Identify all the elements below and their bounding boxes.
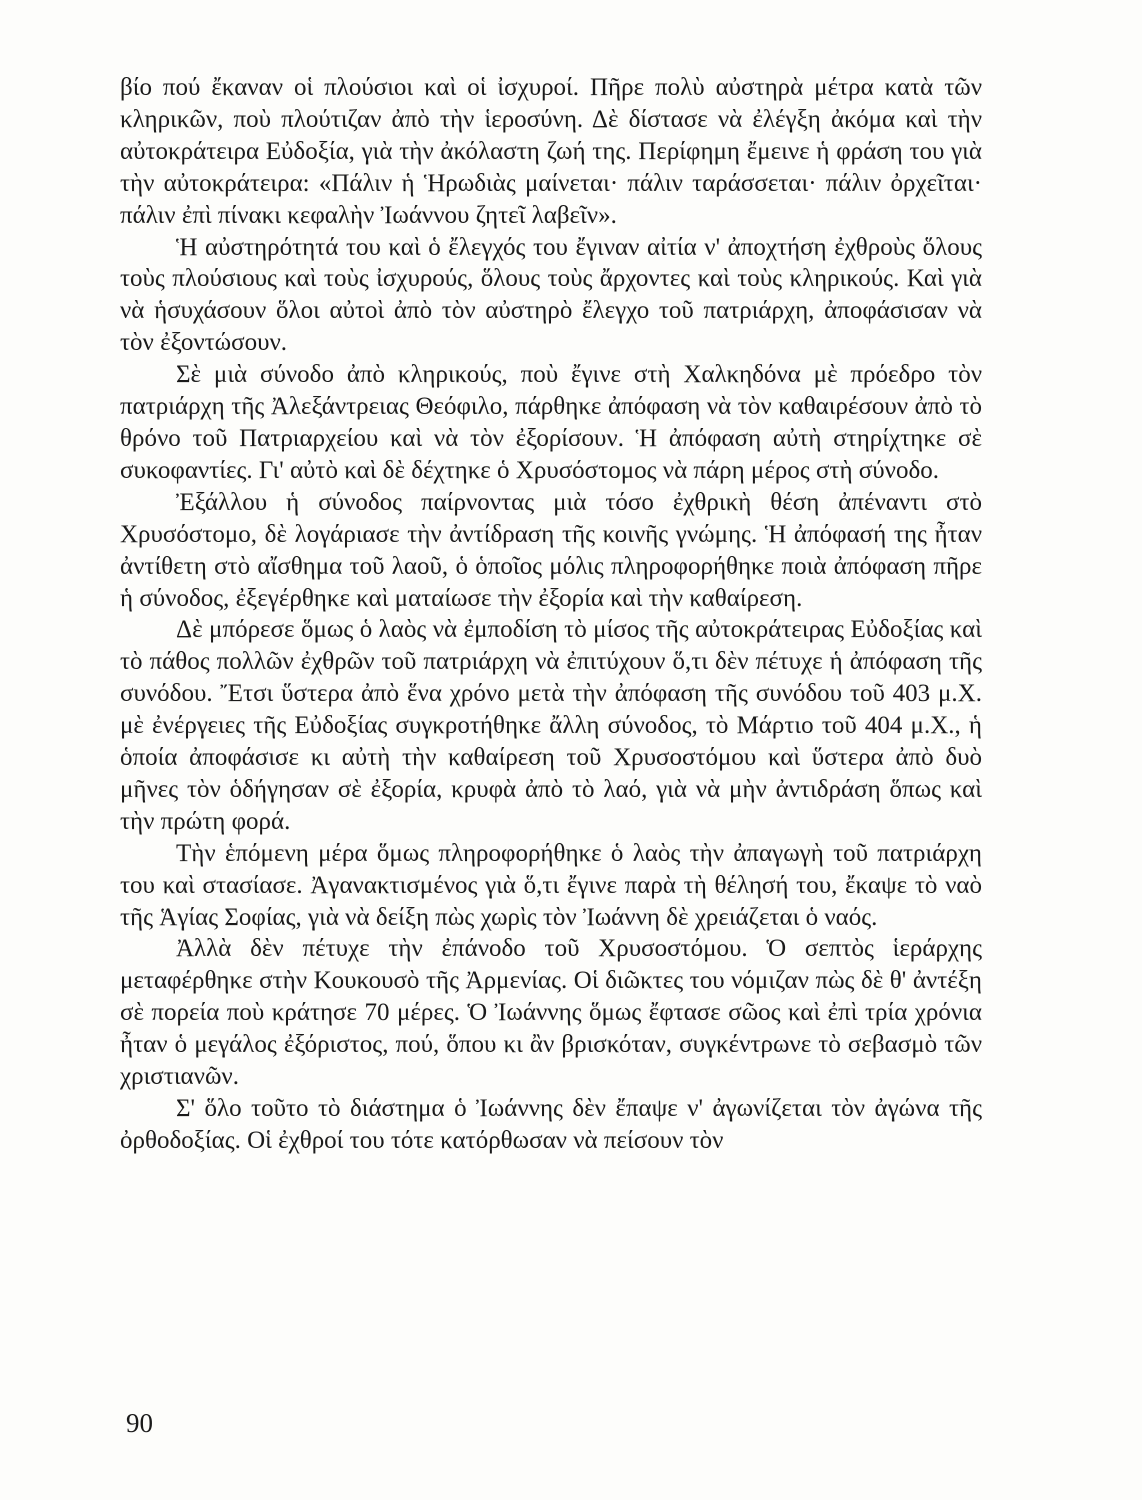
body-text	[120, 72, 982, 1157]
paragraph-5: Δὲ μπόρεσε ὅμως ὁ λαὸς νὰ ἐμποδίση τὸ μίσος τῆς αὐτοκράτειρας Εὐδοξίας καὶ τὸ πάθος πολλῶν ἐχθρῶν τοῦ πατριάρχη νὰ ἐπιτύχουν ὅ,τι δὲν πέτυχε ἡ ἀπόφαση τῆς συνόδου. Ἔτσι ὕστερα ἀπὸ ἕνα χρόνο μετὰ τὴν ἀπόφαση τῆς συνόδου τοῦ 403 μ.Χ. μὲ ἐνέργειες τῆς Εὐδοξίας συγκροτήθηκε ἄλλη σύνοδος, τὸ Μάρτιο τοῦ 404 μ.Χ., ἡ ὁποία ἀποφάσισε κι αὐτὴ τὴν καθαίρεση τοῦ Χρυσοστόμου καὶ ὕστερα ἀπὸ δυὸ μῆνες τὸν ὁδήγησαν σὲ ἐξορία, κρυφὰ ἀπὸ τὸ λαό, γιὰ νὰ μὴν ἀντιδράση ὅπως καὶ τὴν πρώτη φορά.	[120, 616, 982, 835]
paragraph-6: Τὴν ἑπόμενη μέρα ὅμως πληροφορήθηκε ὁ λαὸς τὴν ἀπαγωγὴ τοῦ πατριάρχη του καὶ στασίασε. Ἀγανακτισμένος γιὰ ὅ,τι ἔγινε παρὰ τὴ θέλησή του, ἔκαψε τὸ ναὸ τῆς Ἁγίας Σοφίας, γιὰ νὰ δείξη πὼς χωρὶς τὸν Ἰωάννη δὲ χρειάζεται ὁ ναός.	[120, 839, 982, 931]
paragraph-4: Ἐξάλλου ἡ σύνοδος παίρνοντας μιὰ τόσο ἐχθρικὴ θέση ἀπέναντι στὸ Χρυσόστομο, δὲ λογάριασε τὴν ἀντίδραση τῆς κοινῆς γνώμης. Ἡ ἀπόφασή της ἦταν ἀντίθετη στὸ αἴσθημα τοῦ λαοῦ, ὁ ὁποῖος μόλις πληροφορήθηκε ποιὰ ἀπόφαση πῆρε ἡ σύνοδος, ἐξεγέρθηκε καὶ ματαίωσε τὴν ἐξορία καὶ τὴν καθαίρεση.	[120, 488, 982, 612]
paragraph-2: Ἡ αὐστηρότητά του καὶ ὁ ἔλεγχός του ἔγιναν αἰτία ν' ἀποχτήση ἐχθροὺς ὅλους τοὺς πλούσιους καὶ τοὺς ἰσχυρούς, ὅλους τοὺς ἄρχοντες καὶ τοὺς κληρικούς. Καὶ γιὰ νὰ ἡσυχάσουν ὅλοι αὐτοὶ ἀπὸ τὸν αὐστηρὸ ἔλεγχο τοῦ πατριάρχη, ἀποφάσισαν νὰ τὸν ἐξοντώσουν.	[120, 233, 982, 357]
paragraph-1: βίο πού ἔκαναν οἱ πλούσιοι καὶ οἱ ἰσχυροί. Πῆρε πολὺ αὐστηρὰ μέτρα κατὰ τῶν κληρικῶν, ποὺ πλούτιζαν ἀπὸ τὴν ἱεροσύνη. Δὲ δίστασε νὰ ἐλέγξη ἀκόμα καὶ τὴν αὐτοκράτειρα Εὐδοξία, γιὰ τὴν ἀκόλαστη ζωή της. Περίφημη ἔμεινε ἡ φράση του γιὰ τὴν αὐτοκράτειρα: «Πάλιν ἡ Ἡρωδιὰς μαίνεται· πάλιν ταράσσεται· πάλιν ὀρχεῖται· πάλιν ἐπὶ πίνακι κεφαλὴν Ἰωάννου ζητεῖ λαβεῖν».	[120, 74, 982, 229]
paragraph-3: Σὲ μιὰ σύνοδο ἀπὸ κληρικούς, ποὺ ἔγινε στὴ Χαλκηδόνα μὲ πρόεδρο τὸν πατριάρχη τῆς Ἀλεξάντρειας Θεόφιλο, πάρθηκε ἀπόφαση νὰ τὸν καθαιρέσουν ἀπὸ τὸ θρόνο τοῦ Πατριαρχείου καὶ νὰ τὸν ἐξορίσουν. Ἡ ἀπόφαση αὐτὴ στηρίχτηκε σὲ συκοφαντίες. Γι' αὐτὸ καὶ δὲ δέχτηκε ὁ Χρυσόστομος νὰ πάρη μέρος στὴ σύνοδο.	[120, 361, 982, 484]
page-number: 90	[126, 1408, 153, 1438]
paragraph-7: Ἀλλὰ δὲν πέτυχε τὴν ἐπάνοδο τοῦ Χρυσοστόμου. Ὁ σεπτὸς ἱεράρχης μεταφέρθηκε στὴν Κουκουσὸ τῆς Ἀρμενίας. Οἱ διῶκτες του νόμιζαν πὼς δὲ θ' ἀντέξη σὲ πορεία ποὺ κράτησε 70 μέρες. Ὁ Ἰωάννης ὅμως ἔφτασε σῶος καὶ ἐπὶ τρία χρόνια ἦταν ὁ μεγάλος ἐξόριστος, πού, ὅπου κι ἂν βρισκόταν, συγκέντρωνε τὸ σεβασμὸ τῶν χριστιανῶν.	[120, 935, 982, 1091]
paragraph-8: Σ' ὅλο τοῦτο τὸ διάστημα ὁ Ἰωάννης δὲν ἔπαψε ν' ἀγωνίζεται τὸν ἀγώνα τῆς ὀρθοδοξίας. Οἱ ἐχθροί του τότε κατόρθωσαν νὰ πείσουν τὸν	[120, 1095, 982, 1154]
